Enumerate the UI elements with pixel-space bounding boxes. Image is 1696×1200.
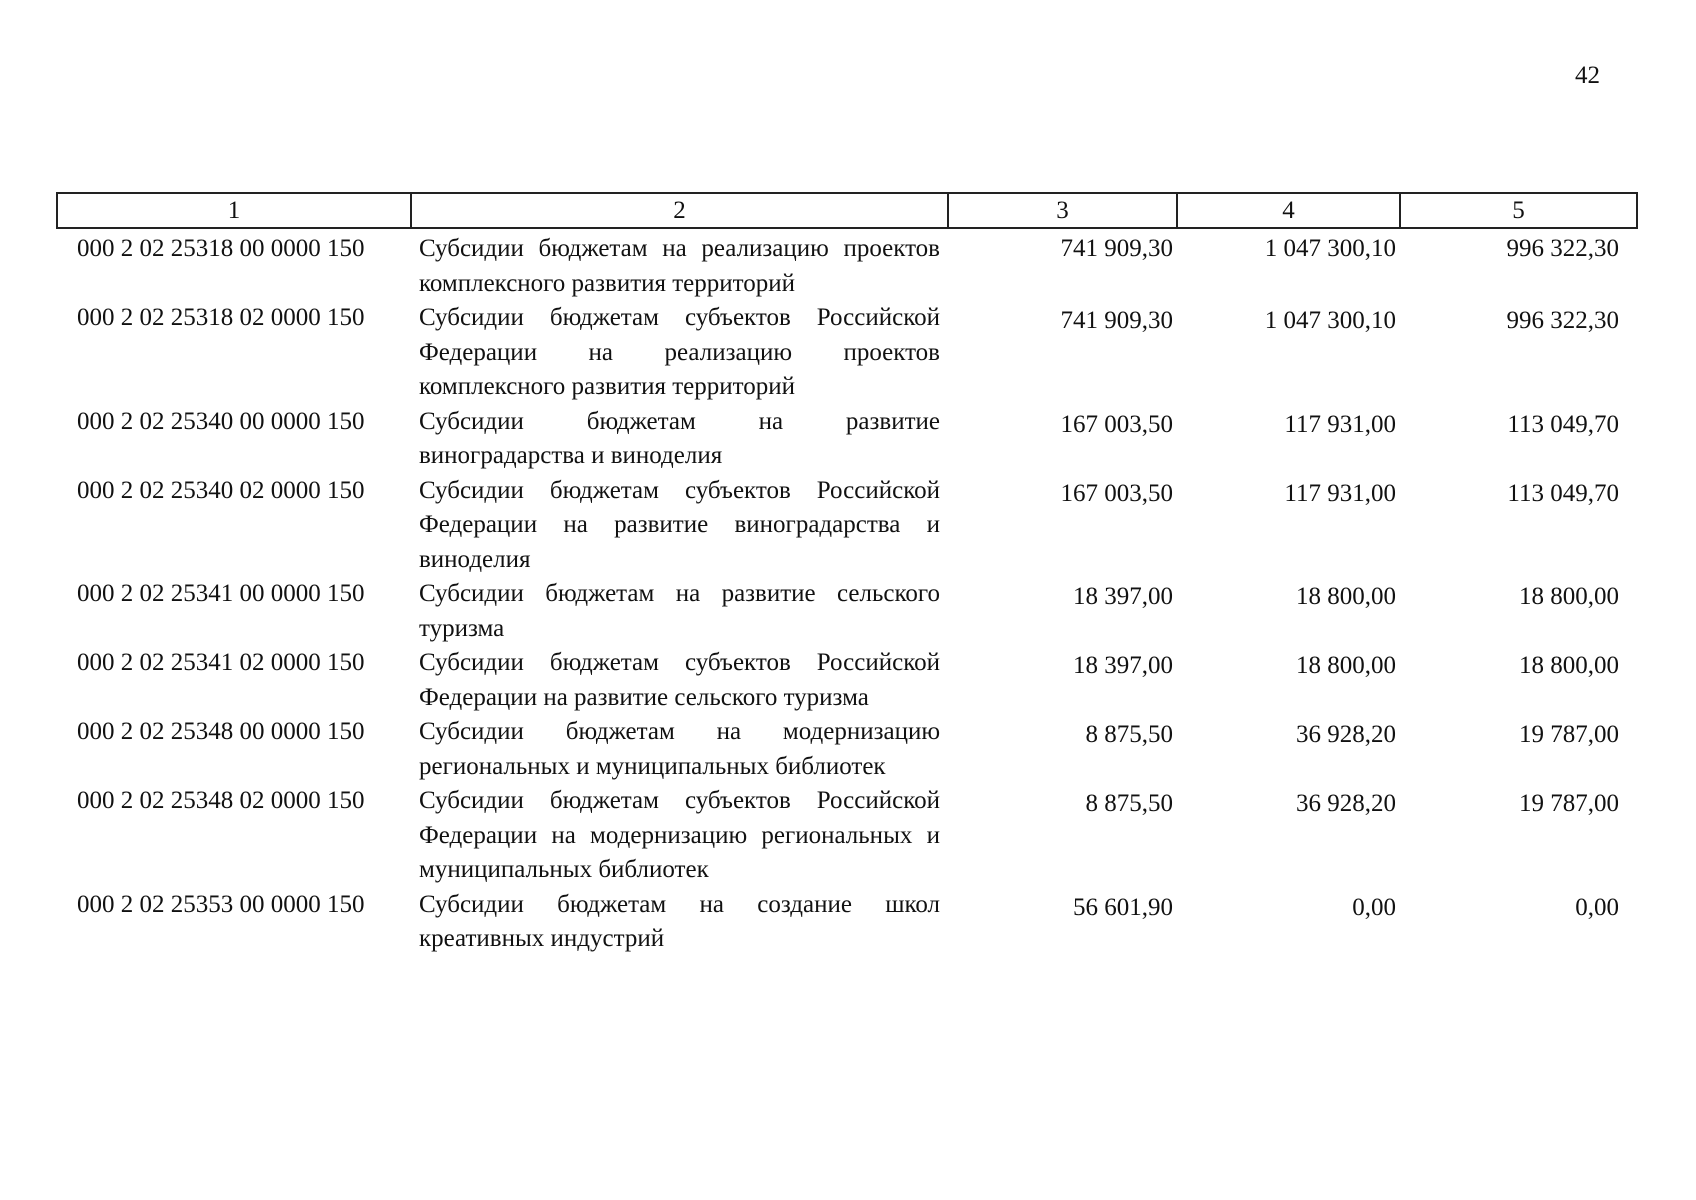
row-code: 000 2 02 25340 00 0000 150 bbox=[77, 407, 365, 435]
table-row bbox=[57, 646, 1637, 715]
row-value-3: 741 909,30 bbox=[1060, 235, 1173, 262]
row-value-3: 167 003,50 bbox=[1060, 410, 1173, 438]
row-value-3: 741 909,30 bbox=[1060, 307, 1173, 334]
table-row bbox=[57, 228, 1637, 301]
row-value-3: 18 397,00 bbox=[1073, 583, 1173, 610]
row-value-3: 18 397,00 bbox=[1073, 652, 1173, 679]
table-row bbox=[57, 405, 1637, 474]
table-row bbox=[57, 715, 1637, 784]
row-description: Субсидии бюджетам субъектов Российской Федерации на реализацию проектов комплексного развития территорий bbox=[419, 304, 940, 400]
row-code: 000 2 02 25353 00 0000 150 bbox=[77, 890, 365, 918]
row-value-5: 0,00 bbox=[1575, 893, 1619, 921]
row-value-5: 18 800,00 bbox=[1519, 583, 1619, 610]
row-description: Субсидии бюджетам на развитие виноградарства и виноделия bbox=[419, 407, 940, 469]
table-header bbox=[57, 193, 1637, 228]
header-col-5: 5 bbox=[1400, 193, 1637, 228]
table-row bbox=[57, 577, 1637, 646]
row-description: Субсидии бюджетам на реализацию проектов комплексного развития территорий bbox=[419, 235, 940, 297]
row-value-4: 117 931,00 bbox=[1284, 479, 1396, 507]
budget-table bbox=[56, 192, 1638, 957]
row-value-5: 996 322,30 bbox=[1506, 307, 1619, 334]
row-code: 000 2 02 25318 00 0000 150 bbox=[77, 235, 365, 262]
row-description: Субсидии бюджетам субъектов Российской Федерации на модернизацию региональных и муниципальных библиотек bbox=[419, 787, 940, 883]
table-body bbox=[57, 228, 1637, 957]
row-value-4: 36 928,20 bbox=[1296, 721, 1396, 748]
table-row bbox=[57, 474, 1637, 578]
header-col-3: 3 bbox=[948, 193, 1177, 228]
row-value-4: 18 800,00 bbox=[1296, 583, 1396, 610]
page-number: 42 bbox=[1575, 62, 1600, 89]
table-row bbox=[57, 784, 1637, 888]
row-description: Субсидии бюджетам на развитие сельского туризма bbox=[419, 580, 940, 642]
row-value-3: 167 003,50 bbox=[1060, 479, 1173, 507]
row-code: 000 2 02 25348 02 0000 150 bbox=[77, 787, 365, 814]
row-value-4: 1 047 300,10 bbox=[1264, 307, 1396, 334]
row-description: Субсидии бюджетам субъектов Российской Федерации на развитие виноградарства и виноделия bbox=[419, 476, 940, 573]
header-col-4: 4 bbox=[1177, 193, 1400, 228]
row-value-4: 0,00 bbox=[1352, 893, 1396, 921]
row-value-5: 113 049,70 bbox=[1507, 410, 1619, 438]
row-value-3: 56 601,90 bbox=[1073, 893, 1173, 921]
row-value-4: 117 931,00 bbox=[1284, 410, 1396, 438]
row-value-5: 113 049,70 bbox=[1507, 479, 1619, 507]
row-value-5: 19 787,00 bbox=[1519, 721, 1619, 748]
table-row bbox=[57, 888, 1637, 957]
row-code: 000 2 02 25340 02 0000 150 bbox=[77, 476, 365, 504]
row-value-4: 18 800,00 bbox=[1296, 652, 1396, 679]
row-value-4: 36 928,20 bbox=[1296, 790, 1396, 817]
header-col-2: 2 bbox=[411, 193, 948, 228]
row-code: 000 2 02 25341 00 0000 150 bbox=[77, 580, 365, 607]
row-value-5: 18 800,00 bbox=[1519, 652, 1619, 679]
table-row bbox=[57, 301, 1637, 405]
row-code: 000 2 02 25348 00 0000 150 bbox=[77, 718, 365, 745]
row-code: 000 2 02 25341 02 0000 150 bbox=[77, 649, 365, 676]
header-col-1: 1 bbox=[57, 193, 411, 228]
row-description: Субсидии бюджетам субъектов Российской Федерации на развитие сельского туризма bbox=[419, 649, 940, 711]
row-value-3: 8 875,50 bbox=[1085, 790, 1173, 817]
row-value-5: 996 322,30 bbox=[1506, 235, 1619, 262]
row-description: Субсидии бюджетам на создание школ креативных индустрий bbox=[419, 890, 940, 952]
header-row bbox=[57, 193, 1637, 228]
row-code: 000 2 02 25318 02 0000 150 bbox=[77, 304, 365, 331]
row-value-4: 1 047 300,10 bbox=[1264, 235, 1396, 262]
row-description: Субсидии бюджетам на модернизацию региональных и муниципальных библиотек bbox=[419, 718, 940, 780]
row-value-5: 19 787,00 bbox=[1519, 790, 1619, 817]
row-value-3: 8 875,50 bbox=[1085, 721, 1173, 748]
